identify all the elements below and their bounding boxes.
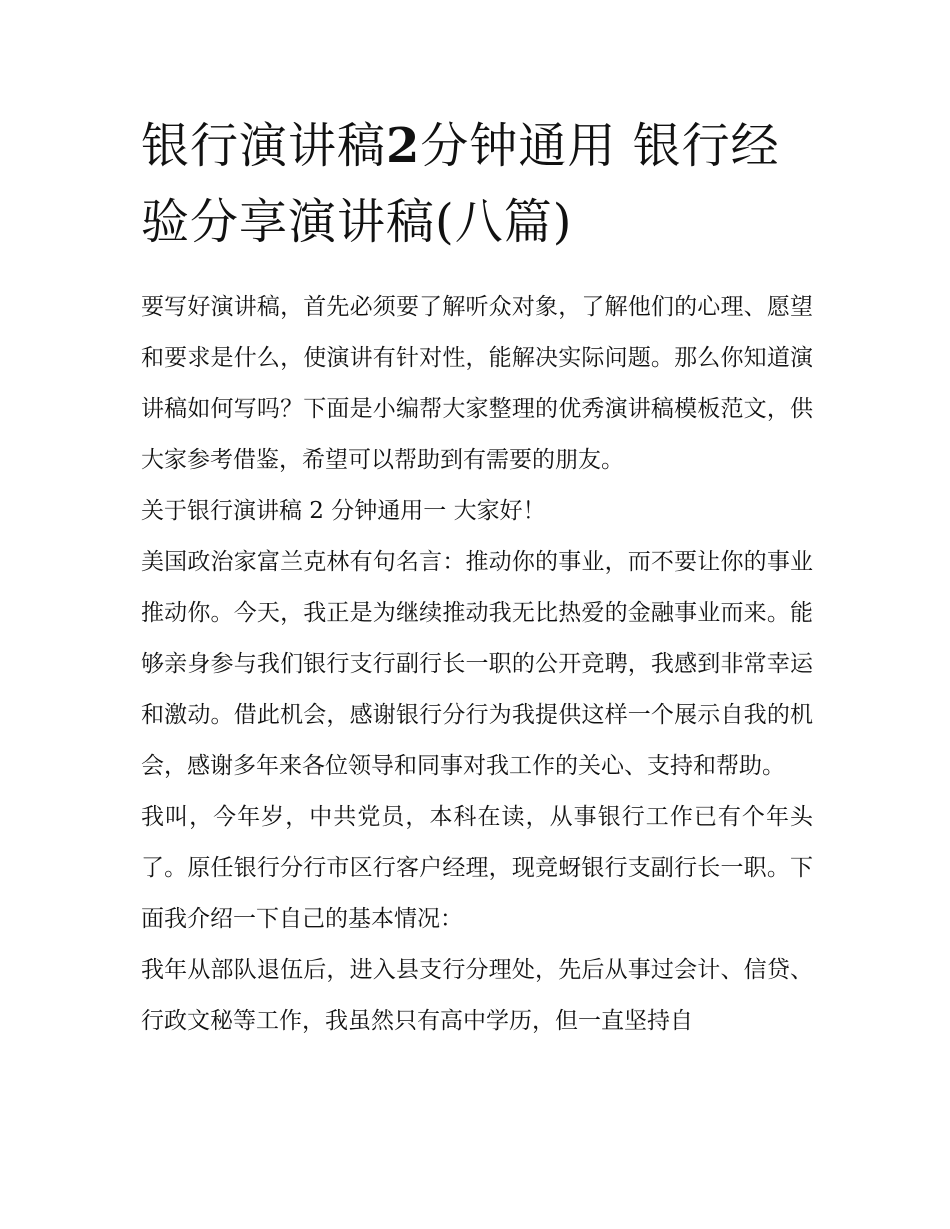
- paragraph-self-introduction: 我叫，今年岁，中共党员，本科在读，从事银行工作已有个年头了。原任银行分行市区行客户经理，现竞蚜银行支副行长一职。下面我介绍一下自己的基本情况：: [141, 804, 813, 932]
- paragraph-franklin-quote: 美国政治家富兰克林有句名言：推动你的事业，而不要让你的事业推动你。今天，我正是为继续推动我无比热爱的金融事业而来。能够亲身参与我们银行支行副行长一职的公开竞聘，我感到非常幸运和激动。借此机会，感谢银行分行为我提供这样一个展示自我的机会，感谢多年来各位领导和同事对我工作的关心、支持和帮助。: [141, 549, 813, 779]
- document-title: [141, 108, 813, 260]
- document-page: [141, 108, 813, 1047]
- title-part-2: 分钟通用 银行经验分享演讲稿(八篇): [141, 118, 780, 250]
- paragraph-work-history: 我年从部队退伍后，进入县支行分理处，先后从事过会计、信贷、行政文秘等工作，我虽然只有高中学历，但一直坚持自: [141, 957, 813, 1034]
- document-body: [141, 282, 813, 1047]
- title-number: 2: [386, 118, 421, 174]
- paragraph-section-heading: 关于银行演讲稿 2 分钟通用一 大家好！: [141, 498, 546, 524]
- title-part-1: 银行演讲稿: [141, 118, 387, 174]
- paragraph-intro: 要写好演讲稿，首先必须要了解听众对象，了解他们的心理、愿望和要求是什么，使演讲有针对性，能解决实际问题。那么你知道演讲稿如何写吗？下面是小编帮大家整理的优秀演讲稿模板范文，供大家参考借鉴，希望可以帮助到有需要的朋友。: [141, 294, 813, 473]
